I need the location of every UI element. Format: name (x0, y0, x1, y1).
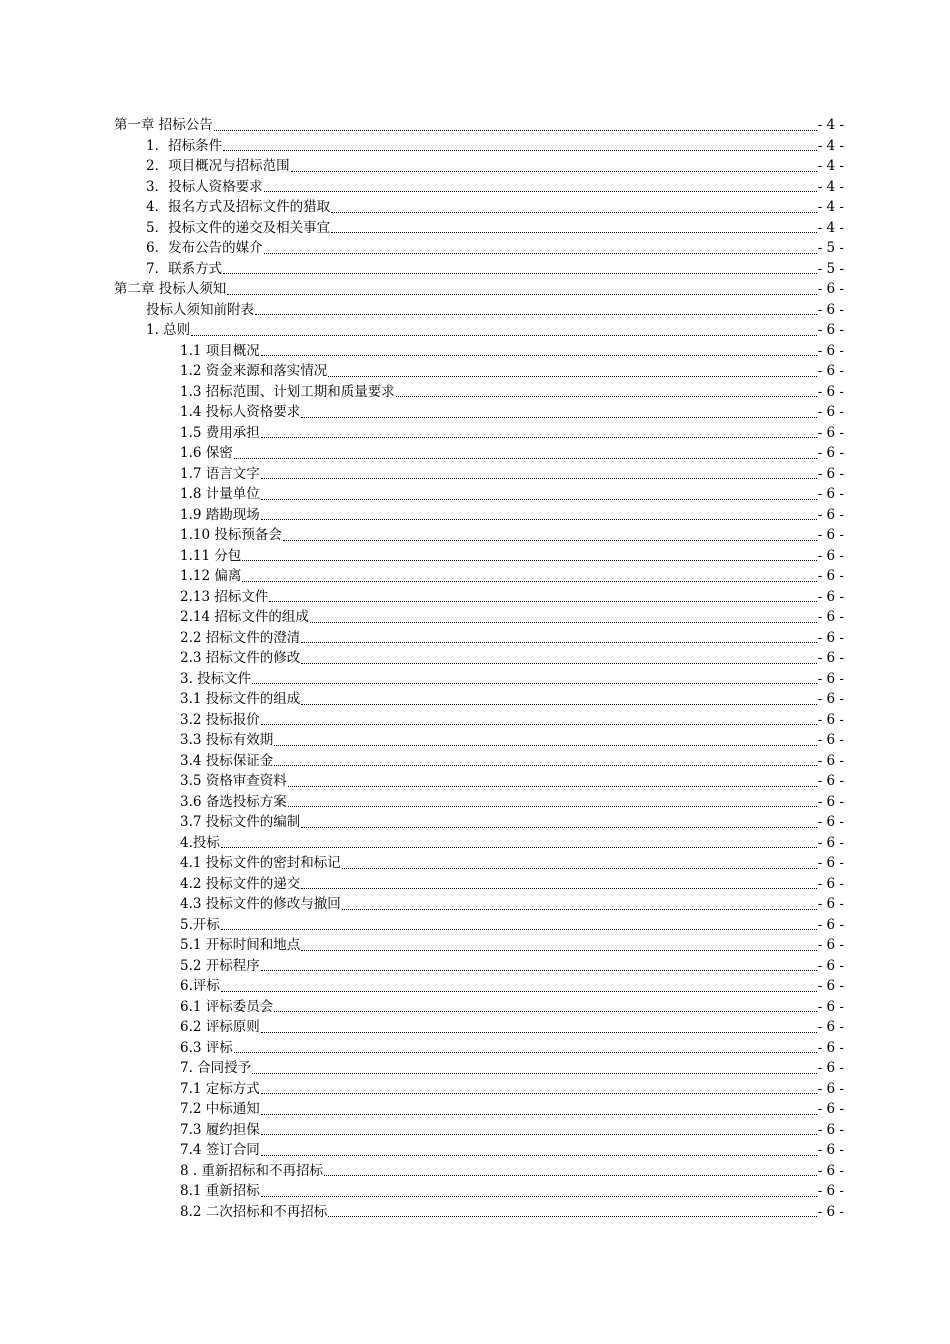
toc-entry-title: 6.1 评标委员会 (180, 998, 274, 1015)
toc-entry-page-number: - 6 - (817, 1203, 844, 1220)
toc-entry-title: 3.6 备选投标方案 (180, 793, 287, 810)
toc-entry[interactable] (114, 956, 844, 977)
toc-entry-title: 3.1 投标文件的组成 (180, 691, 301, 707)
toc-entry-title: 3.3 投标有效期 (180, 732, 274, 748)
toc-entry[interactable] (114, 279, 844, 300)
toc-entry[interactable] (114, 197, 844, 218)
toc-entry-page-number: - 6 - (817, 506, 844, 523)
toc-entry-title: 1.2 资金来源和落实情况 (180, 363, 328, 379)
toc-entry-title: 3.5 资格审查资料 (180, 773, 287, 789)
toc-dot-leader (342, 867, 817, 869)
toc-entry-page-number: - 6 - (817, 342, 844, 359)
toc-entry[interactable] (114, 1079, 844, 1100)
toc-entry-title: 8 . 重新招标和不再招标 (180, 1162, 323, 1179)
toc-entry[interactable] (114, 402, 844, 423)
toc-dot-leader (261, 1154, 817, 1156)
toc-entry-title: 8.1 重新招标 (180, 1183, 260, 1199)
toc-entry-title: 6.评标 (180, 978, 220, 994)
toc-entry[interactable] (114, 1058, 844, 1079)
toc-dot-leader (234, 457, 817, 459)
toc-entry[interactable] (114, 218, 844, 239)
toc-entry[interactable] (114, 525, 844, 546)
toc-entry[interactable] (114, 566, 844, 587)
toc-entry-title: 1．招标条件 (146, 137, 223, 154)
toc-entry-page-number: - 6 - (817, 486, 844, 502)
toc-entry-page-number: - 4 - (817, 199, 844, 215)
toc-entry[interactable] (114, 136, 844, 157)
toc-entry[interactable] (114, 361, 844, 382)
toc-entry-page-number: - 6 - (817, 1060, 844, 1076)
toc-dot-leader (264, 190, 817, 192)
toc-entry-title: 5.开标 (180, 916, 220, 933)
toc-entry-page-number: - 6 - (817, 1142, 844, 1158)
toc-entry-page-number: - 6 - (817, 629, 844, 646)
toc-entry-title: 1.11 分包 (180, 547, 242, 564)
toc-entry[interactable] (114, 833, 844, 854)
toc-dot-leader (310, 621, 817, 623)
toc-entry-page-number: - 6 - (817, 609, 844, 625)
toc-dot-leader (227, 293, 816, 295)
toc-entry[interactable] (114, 341, 844, 362)
toc-entry[interactable] (114, 320, 844, 341)
toc-entry[interactable] (114, 935, 844, 956)
toc-entry[interactable] (114, 300, 844, 321)
toc-entry[interactable] (114, 648, 844, 669)
toc-dot-leader (269, 600, 816, 602)
toc-dot-leader (261, 969, 817, 971)
toc-entry-page-number: - 6 - (817, 568, 844, 584)
toc-dot-leader (223, 272, 817, 274)
toc-dot-leader (261, 1092, 817, 1094)
toc-entry-page-number: - 4 - (817, 158, 844, 174)
toc-entry[interactable] (114, 505, 844, 526)
toc-entry[interactable] (114, 710, 844, 731)
toc-entry-title: 第一章 招标公告 (114, 117, 213, 133)
toc-dot-leader (242, 580, 816, 582)
toc-entry-page-number: - 4 - (817, 219, 844, 236)
toc-dot-leader (274, 764, 816, 766)
toc-dot-leader (261, 477, 817, 479)
toc-entry-page-number: - 6 - (817, 691, 844, 707)
toc-entry[interactable] (114, 874, 844, 895)
toc-dot-leader (396, 395, 817, 397)
toc-entry-title: 第二章 投标人须知 (114, 281, 227, 297)
toc-entry[interactable] (114, 443, 844, 464)
toc-entry-page-number: - 6 - (817, 383, 844, 400)
toc-entry-page-number: - 6 - (817, 547, 844, 564)
toc-entry-title: 7.4 签订合同 (180, 1142, 260, 1158)
toc-dot-leader (301, 826, 816, 828)
toc-entry-title: 5．投标文件的递交及相关事宜 (146, 219, 331, 236)
toc-entry-title: 6.2 评标原则 (180, 1019, 260, 1035)
toc-entry[interactable] (114, 751, 844, 772)
toc-entry-title: 1.9 踏勘现场 (180, 506, 260, 523)
toc-entry-title: 1.1 项目概况 (180, 342, 260, 359)
toc-dot-leader (261, 1031, 817, 1033)
toc-entry[interactable] (114, 915, 844, 936)
toc-entry-title: 7.2 中标通知 (180, 1101, 260, 1117)
toc-entry[interactable] (114, 1181, 844, 1202)
toc-dot-leader (255, 313, 817, 315)
toc-dot-leader (252, 682, 817, 684)
toc-entry-title: 7.1 定标方式 (180, 1080, 260, 1097)
toc-dot-leader (331, 231, 817, 233)
toc-dot-leader (301, 887, 816, 889)
toc-entry-page-number: - 4 - (817, 137, 844, 154)
toc-entry-page-number: - 4 - (817, 117, 844, 133)
toc-entry[interactable] (114, 156, 844, 177)
toc-entry-page-number: - 6 - (817, 650, 844, 666)
toc-entry[interactable] (114, 259, 844, 280)
toc-dot-leader (261, 1195, 817, 1197)
toc-entry[interactable] (114, 464, 844, 485)
toc-entry[interactable] (114, 1099, 844, 1120)
toc-entry-title: 6．发布公告的媒介 (146, 240, 263, 256)
toc-dot-leader (221, 990, 817, 992)
toc-entry[interactable] (114, 1202, 844, 1223)
toc-entry-page-number: - 6 - (817, 527, 844, 543)
toc-entry[interactable] (114, 997, 844, 1018)
toc-entry-title: 2.2 招标文件的澄清 (180, 629, 301, 646)
toc-entry-title: 1.3 招标范围、计划工期和质量要求 (180, 383, 395, 400)
toc-dot-leader (214, 129, 817, 131)
toc-dot-leader (301, 949, 816, 951)
toc-entry-title: 7．联系方式 (146, 260, 223, 277)
toc-dot-leader (223, 149, 817, 151)
toc-entry[interactable] (114, 976, 844, 997)
toc-entry-page-number: - 6 - (817, 465, 844, 482)
toc-entry-page-number: - 6 - (817, 1183, 844, 1199)
toc-entry-title: 4.投标 (180, 834, 220, 851)
toc-dot-leader (328, 1215, 816, 1217)
toc-entry-page-number: - 6 - (817, 752, 844, 769)
toc-entry-title: 4.2 投标文件的递交 (180, 875, 301, 892)
toc-dot-leader (261, 1113, 817, 1115)
toc-entry[interactable] (114, 628, 844, 649)
toc-entry-title: 7.3 履约担保 (180, 1121, 260, 1138)
toc-entry-title: 1.8 计量单位 (180, 486, 260, 502)
toc-entry-page-number: - 6 - (817, 773, 844, 789)
toc-dot-leader (261, 354, 817, 356)
toc-entry-page-number: - 5 - (817, 260, 844, 277)
table-of-contents (114, 115, 844, 1222)
toc-entry-title: 3.7 投标文件的编制 (180, 814, 301, 830)
toc-entry-page-number: - 6 - (817, 834, 844, 851)
toc-entry[interactable] (114, 423, 844, 444)
toc-entry[interactable] (114, 669, 844, 690)
toc-dot-leader (328, 375, 816, 377)
toc-entry-title: 1. 总则 (146, 322, 191, 338)
toc-entry-page-number: - 6 - (817, 363, 844, 379)
toc-entry[interactable] (114, 238, 844, 259)
toc-entry-title: 4.1 投标文件的密封和标记 (180, 855, 341, 871)
toc-entry[interactable] (114, 730, 844, 751)
toc-entry-title: 1.7 语言文字 (180, 465, 260, 482)
toc-entry-page-number: - 6 - (817, 1121, 844, 1138)
toc-dot-leader (221, 846, 817, 848)
toc-entry-page-number: - 6 - (817, 814, 844, 830)
toc-entry[interactable] (114, 546, 844, 567)
toc-entry-page-number: - 6 - (817, 998, 844, 1015)
toc-dot-leader (301, 416, 816, 418)
toc-dot-leader (301, 641, 816, 643)
toc-entry[interactable] (114, 177, 844, 198)
toc-entry-title: 1.10 投标预备会 (180, 527, 282, 543)
toc-entry-page-number: - 6 - (817, 670, 844, 687)
toc-dot-leader (252, 1072, 817, 1074)
toc-entry-title: 5.1 开标时间和地点 (180, 937, 301, 953)
toc-entry-title: 6.3 评标 (180, 1039, 233, 1056)
toc-dot-leader (291, 170, 817, 172)
toc-entry-title: 3.4 投标保证金 (180, 752, 274, 769)
toc-entry[interactable] (114, 1140, 844, 1161)
toc-entry-title: 投标人须知前附表 (146, 301, 254, 318)
toc-entry-page-number: - 6 - (817, 957, 844, 974)
toc-entry-title: 2.13 招标文件 (180, 588, 269, 605)
toc-entry-title: 3. 投标文件 (180, 670, 252, 687)
toc-entry[interactable] (114, 812, 844, 833)
toc-dot-leader (261, 436, 817, 438)
toc-entry[interactable] (114, 607, 844, 628)
toc-entry-title: 5.2 开标程序 (180, 957, 260, 974)
toc-entry-page-number: - 6 - (817, 404, 844, 420)
toc-entry-page-number: - 6 - (817, 322, 844, 338)
toc-entry-title: 3.2 投标报价 (180, 711, 260, 728)
toc-dot-leader (288, 805, 817, 807)
toc-entry[interactable] (114, 1038, 844, 1059)
toc-dot-leader (234, 1051, 817, 1053)
toc-entry[interactable] (114, 382, 844, 403)
toc-dot-leader (288, 785, 817, 787)
toc-entry-page-number: - 6 - (817, 978, 844, 994)
toc-entry-title: 2.14 招标文件的组成 (180, 609, 309, 625)
toc-entry-page-number: - 5 - (817, 240, 844, 256)
toc-dot-leader (242, 559, 816, 561)
toc-dot-leader (261, 518, 817, 520)
toc-entry-title: 7. 合同授予 (180, 1060, 252, 1076)
toc-entry-page-number: - 6 - (817, 1162, 844, 1179)
toc-entry-page-number: - 6 - (817, 875, 844, 892)
toc-dot-leader (324, 1174, 817, 1176)
toc-dot-leader (283, 539, 817, 541)
toc-entry[interactable] (114, 1161, 844, 1182)
toc-entry-page-number: - 6 - (817, 855, 844, 871)
toc-dot-leader (331, 211, 817, 213)
toc-entry-title: 1.12 偏离 (180, 568, 242, 584)
toc-dot-leader (191, 334, 817, 336)
toc-entry-page-number: - 6 - (817, 1101, 844, 1117)
toc-entry-title: 4.3 投标文件的修改与撤回 (180, 896, 341, 912)
toc-entry-page-number: - 6 - (817, 1080, 844, 1097)
toc-entry-title: 2．项目概况与招标范围 (146, 158, 290, 174)
toc-entry[interactable] (114, 1120, 844, 1141)
toc-entry[interactable] (114, 792, 844, 813)
toc-entry-title: 8.2 二次招标和不再招标 (180, 1203, 328, 1220)
toc-dot-leader (261, 723, 817, 725)
toc-entry-page-number: - 6 - (817, 937, 844, 953)
toc-dot-leader (274, 1010, 816, 1012)
toc-entry-page-number: - 6 - (817, 424, 844, 441)
toc-entry-page-number: - 4 - (817, 178, 844, 195)
toc-dot-leader (274, 744, 816, 746)
toc-entry-page-number: - 6 - (817, 301, 844, 318)
toc-dot-leader (301, 662, 816, 664)
toc-entry-title: 1.4 投标人资格要求 (180, 404, 301, 420)
toc-entry-page-number: - 6 - (817, 1039, 844, 1056)
toc-dot-leader (342, 908, 817, 910)
toc-entry-page-number: - 6 - (817, 445, 844, 461)
toc-entry-page-number: - 6 - (817, 1019, 844, 1035)
toc-entry[interactable] (114, 484, 844, 505)
toc-entry[interactable] (114, 1017, 844, 1038)
toc-dot-leader (301, 703, 816, 705)
toc-entry-page-number: - 6 - (817, 281, 844, 297)
toc-entry[interactable] (114, 587, 844, 608)
toc-dot-leader (261, 1133, 817, 1135)
toc-entry-title: 1.5 费用承担 (180, 424, 260, 441)
toc-entry-page-number: - 6 - (817, 588, 844, 605)
toc-entry[interactable] (114, 771, 844, 792)
toc-entry[interactable] (114, 894, 844, 915)
toc-entry-page-number: - 6 - (817, 732, 844, 748)
toc-entry-title: 3．投标人资格要求 (146, 178, 263, 195)
toc-entry-title: 1.6 保密 (180, 445, 233, 461)
toc-entry-page-number: - 6 - (817, 793, 844, 810)
toc-dot-leader (261, 498, 817, 500)
toc-entry-title: 2.3 招标文件的修改 (180, 650, 301, 666)
toc-entry[interactable] (114, 689, 844, 710)
toc-entry-page-number: - 6 - (817, 916, 844, 933)
toc-entry-title: 4．报名方式及招标文件的猎取 (146, 199, 331, 215)
toc-entry[interactable] (114, 115, 844, 136)
toc-dot-leader (221, 928, 817, 930)
toc-entry-page-number: - 6 - (817, 896, 844, 912)
toc-entry-page-number: - 6 - (817, 711, 844, 728)
toc-entry[interactable] (114, 853, 844, 874)
toc-dot-leader (264, 252, 817, 254)
